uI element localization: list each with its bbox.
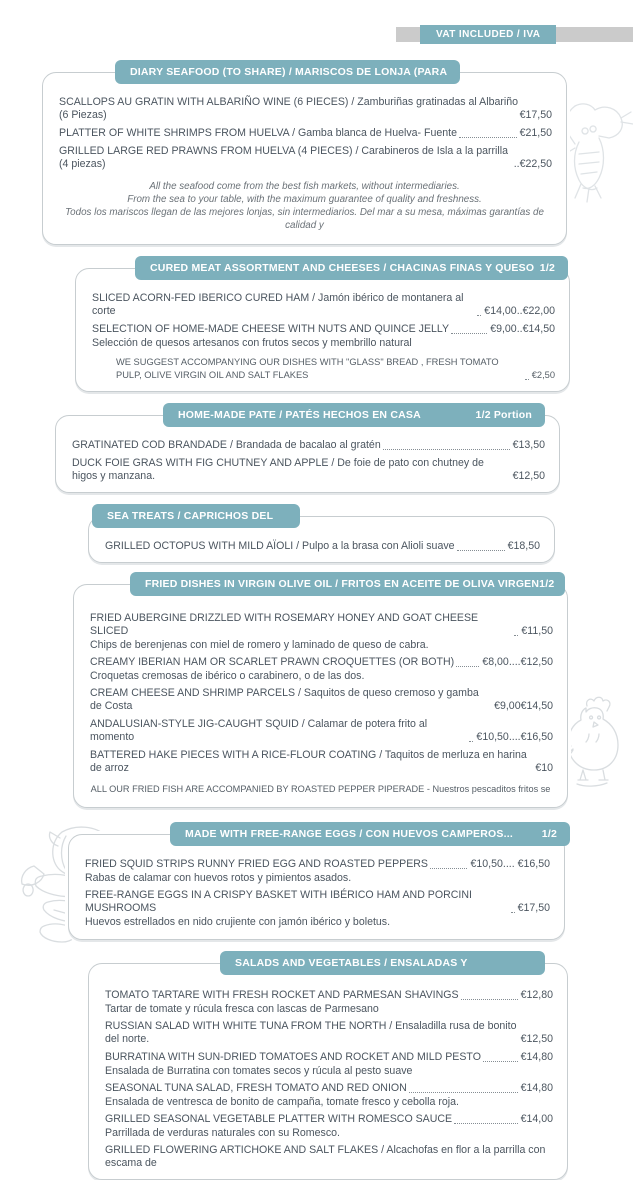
menu-item-row (105, 1051, 553, 1064)
dot-leader (514, 635, 518, 636)
menu-item-row (90, 718, 553, 744)
menu-item-price: €11,50 (521, 625, 553, 637)
menu-item-description: Tartar de tomate y rúcula fresca con lascas de Parmesano (105, 1003, 379, 1015)
dot-leader (469, 741, 473, 742)
dot-leader (409, 1092, 518, 1093)
menu-item-description: Selección de quesos artesanos con frutos secos y membrillo natural (92, 337, 412, 349)
section-box (68, 834, 565, 940)
section-header (130, 572, 565, 596)
menu-item-price: €21,50 (519, 127, 552, 139)
menu-item-name: PLATTER OF WHITE SHRIMPS FROM HUELVA / Gamba blanca de Huelva- Fuente (59, 127, 457, 139)
section-title: DIARY SEAFOOD (TO SHARE) / MARISCOS DE LONJA (PARA (130, 66, 448, 78)
menu-item-price: €14,80 (520, 1082, 553, 1094)
dot-leader (459, 137, 517, 138)
menu-item-row (59, 145, 552, 171)
menu-item-name: FRIED SQUID STRIPS RUNNY FRIED EGG AND ROASTED PEPPERS (85, 858, 428, 870)
note-line: Todos los mariscos llegan de las mejores lonjas, sin intermediarios. Del mar a su mesa, máximas garantías de calidad y (65, 207, 544, 231)
menu-item-name: SCALLOPS AU GRATIN WITH ALBARIÑO WINE (6 PIECES) / Zamburiñas gratinadas al Albariño (6 Piezas) (59, 96, 519, 121)
section-note (55, 180, 554, 232)
section-box (88, 963, 568, 1180)
dot-leader (451, 333, 487, 334)
section-header (92, 504, 300, 528)
menu-item-description: Parrillada de verduras naturales con su Romesco. (105, 1127, 340, 1139)
section-header (220, 951, 545, 975)
dot-leader (483, 1061, 518, 1062)
portion-badge: 1/2 (541, 828, 557, 840)
menu-item-name: ANDALUSIAN-STYLE JIG-CAUGHT SQUID / Calamar de potera frito al momento (90, 718, 428, 743)
menu-item-description: Chips de berenjenas con miel de romero y laminado de queso de cabra. (90, 639, 429, 651)
dot-leader (525, 379, 529, 380)
portion-badge: 1/2 Portion (475, 409, 532, 421)
menu-item-price: €12,50 (512, 470, 545, 482)
menu-item-name: DUCK FOIE GRAS WITH FIG CHUTNEY AND APPLE / De foie de pato con chutney de higos y manzana. (72, 457, 484, 482)
dot-leader (461, 999, 518, 1000)
menu-item-price: €12,80 (520, 989, 553, 1001)
menu-item-price: €14,00 (520, 1113, 553, 1125)
section-title: FRIED DISHES IN VIRGIN OLIVE OIL / FRITOS EN ACEITE DE OLIVA VIRGEN (145, 578, 540, 590)
menu-item-name: GRILLED SEASONAL VEGETABLE PLATTER WITH ROMESCO SAUCE (105, 1113, 453, 1125)
menu-section (0, 256, 633, 392)
section-header (115, 60, 460, 84)
menu-item-name: FRIED AUBERGINE DRIZZLED WITH ROSEMARY HONEY AND GOAT CHEESE SLICED (90, 612, 479, 637)
menu-item-price: €13,50 (512, 439, 545, 451)
section-note: ALL OUR FRIED FISH ARE ACCOMPANIED BY ROASTED PEPPER PIPERADE - Nuestros pescaditos fritos se (90, 784, 551, 794)
menu-item-row (105, 540, 540, 553)
menu-item-name: CREAM CHEESE AND SHRIMP PARCELS / Saquitos de queso cremoso y gamba de Costa (90, 687, 479, 712)
menu-item-name: BURRATINA WITH SUN-DRIED TOMATOES AND ROCKET AND MILD PESTO (105, 1051, 481, 1063)
menu-item-name: RUSSIAN SALAD WITH WHITE TUNA FROM THE NORTH / Ensaladilla rusa de bonito del norte. (105, 1020, 517, 1045)
section-title: HOME-MADE PATE / PATÉS HECHOS EN CASA (178, 409, 421, 421)
menu-item-row (72, 439, 545, 452)
vat-included-label: VAT INCLUDED / IVA (420, 25, 556, 44)
section-title: SALADS AND VEGETABLES / ENSALADAS Y (235, 957, 468, 969)
menu-item-row (105, 1144, 553, 1170)
menu-item-price: €10,50....€16,50 (476, 731, 553, 743)
portion-badge: 1/2 (539, 262, 555, 274)
menu-item-description: Huevos estrellados en nido crujiente con jamón ibérico y boletus. (85, 916, 391, 928)
menu-item-price: €9,00€14,50 (494, 700, 553, 712)
menu-item-row (90, 687, 553, 713)
menu-item-price: ..€22,50 (513, 158, 552, 170)
section-title: SEA TREATS / CAPRICHOS DEL (107, 510, 274, 522)
menu-item-row (116, 356, 555, 382)
menu-item-row (72, 457, 545, 483)
menu-section (0, 951, 633, 1180)
menu-item-name: CREAMY IBERIAN HAM OR SCARLET PRAWN CROQUETTES (OR BOTH) (90, 656, 455, 668)
menu-item-price: €10 (535, 762, 553, 774)
menu-item-row (90, 749, 553, 775)
menu-item-price: €10,50.... €16,50 (470, 858, 550, 870)
dot-leader (457, 550, 505, 551)
menu-item-price: €9,00..€14,50 (490, 323, 555, 335)
menu-item-description: Ensalada de Burratina con tomates secos y rúcula al pesto suave (105, 1065, 413, 1077)
menu-item-row (85, 858, 550, 871)
menu-item-row (92, 292, 555, 318)
menu-section (0, 504, 633, 563)
menu-item-row (90, 656, 553, 669)
menu-item-description: Croquetas cremosas de ibérico o carabinero, o de las dos. (90, 670, 365, 682)
dot-leader (454, 1123, 517, 1124)
section-title: CURED MEAT ASSORTMENT AND CHEESES / CHACINAS FINAS Y QUESO (150, 262, 535, 274)
menu-item-name: GRILLED LARGE RED PRAWNS FROM HUELVA (4 PIECES) / Carabineros de Isla a la parrilla (4 piezas) (59, 145, 508, 170)
menu-item-name: SELECTION OF HOME-MADE CHEESE WITH NUTS AND QUINCE JELLY (92, 323, 450, 335)
menu-item-price: €8,00....€12,50 (482, 656, 553, 668)
menu-section (0, 60, 633, 245)
portion-badge: 1/2 (539, 578, 555, 590)
menu-item-row (59, 96, 552, 122)
menu-item-row (92, 323, 555, 336)
menu-section (0, 822, 633, 940)
menu-item-row (105, 989, 553, 1002)
menu-item-name: WE SUGGEST ACCOMPANYING OUR DISHES WITH "GLASS" BREAD , FRESH TOMATO PULP, OLIVE VIRGIN OIL AND SALT FLAKES (116, 357, 499, 380)
menu-item-row (105, 1082, 553, 1095)
dot-leader (430, 868, 467, 869)
menu-item-row (85, 889, 550, 915)
section-box (75, 268, 570, 392)
menu-item-row (90, 612, 553, 638)
menu-section (0, 403, 633, 493)
menu-item-price: €18,50 (507, 540, 540, 552)
menu-item-price: €17,50 (519, 109, 552, 121)
menu-item-price: €14,00..€22,00 (484, 305, 555, 317)
menu-item-price: €2,50 (531, 370, 555, 380)
menu-item-name: GRATINATED COD BRANDADE / Brandada de bacalao al gratén (72, 439, 381, 451)
menu-item-name: GRILLED FLOWERING ARTICHOKE AND SALT FLAKES / Alcachofas en flor a la parrilla con escama de (105, 1144, 546, 1169)
dot-leader (511, 912, 515, 913)
menu-item-name: SLICED ACORN-FED IBERICO CURED HAM / Jamón ibérico de montanera al corte (92, 292, 464, 317)
menu-section (0, 572, 633, 808)
menu-item-name: BATTERED HAKE PIECES WITH A RICE-FLOUR COATING / Taquitos de merluza en harina de arroz (90, 749, 527, 774)
section-header (170, 822, 570, 846)
menu-item-name: GRILLED OCTOPUS WITH MILD AÏOLI / Pulpo a la brasa con Alioli suave (105, 540, 455, 552)
menu-item-row (105, 1113, 553, 1126)
menu-item-price: €14,80 (520, 1051, 553, 1063)
section-header (163, 403, 545, 427)
dot-leader (456, 666, 479, 667)
menu-item-row (59, 127, 552, 140)
menu-item-name: TOMATO TARTARE WITH FRESH ROCKET AND PARMESAN SHAVINGS (105, 989, 459, 1001)
section-box (42, 72, 567, 245)
note-line: All the seafood come from the best fish markets, without intermediaries. (149, 181, 460, 192)
section-box (73, 584, 568, 808)
menu-item-name: SEASONAL TUNA SALAD, FRESH TOMATO AND RED ONION (105, 1082, 407, 1094)
dot-leader (383, 449, 510, 450)
section-title: MADE WITH FREE-RANGE EGGS / CON HUEVOS CAMPEROS... (185, 828, 513, 840)
menu-item-name: FREE-RANGE EGGS IN A CRISPY BASKET WITH IBÉRICO HAM AND PORCINI MUSHROOMS (85, 889, 472, 914)
menu-item-description: Ensalada de ventresca de bonito de campaña, tomate fresco y cebolla roja. (105, 1096, 459, 1108)
menu-item-price: €12,50 (520, 1033, 553, 1045)
section-header (135, 256, 568, 280)
dot-leader (477, 315, 481, 316)
menu-item-description: Rabas de calamar con huevos rotos y pimientos asados. (85, 872, 352, 884)
menu-item-price: €17,50 (517, 902, 550, 914)
note-line: From the sea to your table, with the maximum guarantee of quality and freshness. (127, 194, 482, 205)
